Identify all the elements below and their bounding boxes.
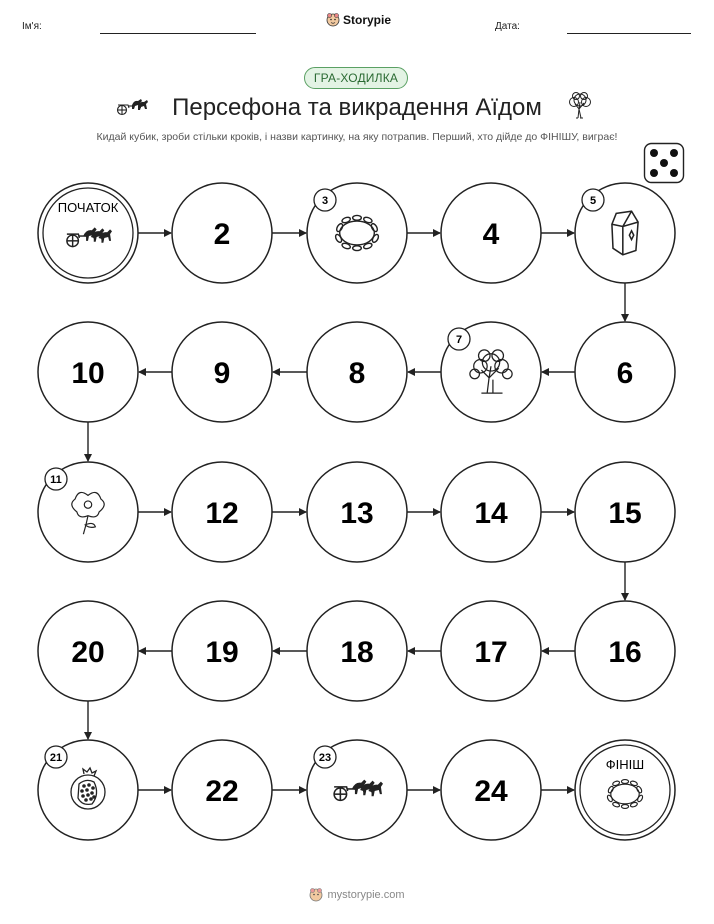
cell-number: 17 [474,636,508,669]
cell-number: 4 [482,218,500,251]
cell-number: 2 [213,218,231,251]
board-cell[interactable] [575,183,675,283]
cell-number: 8 [348,357,366,390]
name-label: Ім'я: [22,21,42,32]
footer [0,888,714,902]
game-type-badge: ГРА-ХОДИЛКА [304,67,408,89]
board-cell[interactable] [441,183,541,283]
cell-number: 21 [49,752,63,764]
cell-number: 20 [71,636,105,669]
board-cell[interactable] [38,462,138,562]
board-cell[interactable] [441,462,541,562]
cell-number: 9 [213,357,231,390]
cell-number: 7 [455,334,463,346]
board-cell[interactable] [441,740,541,840]
board-cell[interactable] [172,740,272,840]
board-cell[interactable] [307,601,407,701]
cell-number: 16 [608,636,642,669]
cell-number: 12 [205,497,239,530]
page-title: Персефона та викрадення Аїдом [172,94,542,121]
board-cell[interactable] [307,322,407,422]
board-cell[interactable] [38,322,138,422]
board-cell[interactable] [172,183,272,283]
board-cell[interactable] [172,601,272,701]
brand-name: Storypie [343,13,392,27]
cell-label: ПОЧАТОК [57,200,119,215]
board-cell[interactable] [172,322,272,422]
board-cell[interactable] [307,183,407,283]
finish-cell[interactable] [575,740,675,840]
board-cell[interactable] [38,601,138,701]
cell-number: 18 [340,636,374,669]
cell-number: 3 [321,195,329,207]
board-cell[interactable] [441,601,541,701]
cell-label: ФІНІШ [605,757,645,772]
board-cell[interactable] [575,601,675,701]
board-cell[interactable] [575,462,675,562]
cell-number: 19 [205,636,239,669]
cell-number: 5 [589,195,597,207]
board-cell[interactable] [441,322,541,422]
cell-number: 15 [608,497,642,530]
cell-number: 14 [474,497,508,530]
cell-number: 22 [205,775,239,808]
board-cell[interactable] [307,462,407,562]
cell-number: 24 [474,775,508,808]
game-instructions: Кидай кубик, зроби стільки кроків, і назви картинку, на яку потрапив. Перший, хто дійде до ФІНІШУ, виграє! [96,131,618,143]
board-cell[interactable] [575,322,675,422]
start-cell[interactable] [38,183,138,283]
storypie-mascot-icon [309,888,323,902]
board-cell[interactable] [38,740,138,840]
cell-circle [575,740,675,840]
board-cell[interactable] [172,462,272,562]
cell-number: 10 [71,357,105,390]
cell-number: 23 [318,752,332,764]
cell-number: 11 [50,474,62,486]
cell-number: 6 [616,357,634,390]
date-label: Дата: [495,21,520,32]
board-cell[interactable] [307,740,407,840]
footer-site: mystorypie.com [327,889,405,901]
cell-number: 13 [340,497,374,530]
